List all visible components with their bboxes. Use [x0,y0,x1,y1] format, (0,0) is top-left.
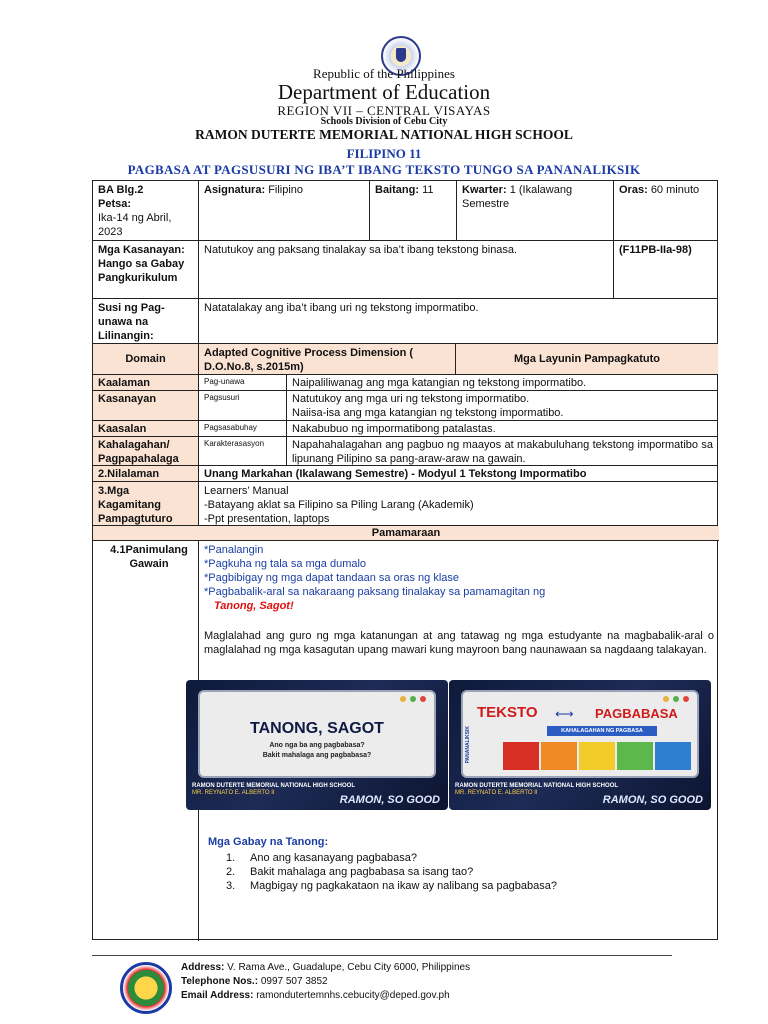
susi-text: Natatalakay ang iba’t ibang uri ng tekstong impormatibo. [199,299,718,344]
domain-kahalagahan: Kahalagahan/ Pagpapahalaga [93,437,199,466]
footer-divider [92,955,672,956]
kasanayan-code: (F11PB-IIa-98) [614,241,718,299]
gabay-item: 1. Ano ang kasanayang pagbabasa? [226,852,417,864]
petsa-value: Ika-14 ng Abril, 2023 [98,212,172,238]
slide-window [198,690,436,778]
asignatura-label: Asignatura: [204,184,266,196]
dimension-header: Adapted Cognitive Process Dimension ( D.O.No.8, s.2015m) [199,344,456,375]
kasanayan-text: Natutukoy ang paksang tinalakay sa iba’t ibang tekstong binasa. [199,241,614,299]
school-name: RAMON DUTERTE MEMORIAL NATIONAL HIGH SCHOOL [195,127,573,142]
panimula-step: *Pagbabalik-aral sa nakaraang paksang tinalakay sa pamamagitan ng [204,586,546,598]
slide1-title: TANONG, SAGOT [250,720,384,737]
kwarter-cell [457,181,614,241]
slide2-banner: KAHALAGAHAN NG PAGBASA [547,726,657,736]
subject-title: FILIPINO 11 [346,146,422,161]
domain-kaasalan: Kaasalan [93,421,199,437]
kagamitan-list [199,482,718,526]
slide1-teacher: MR. REYNATO E. ALBERTO II [192,790,275,796]
footer-email: Email Address: ramondutertemnhs.cebucity@deped.gov.ph [181,990,450,1001]
slide2-arrow-blue [655,742,691,770]
kwarter-value: 1 (Ikalawang Semestre [462,184,573,210]
slide2-arrow-red [503,742,539,770]
oras-label: Oras: [619,184,648,196]
kagamitan-item: -Ppt presentation, laptops [204,513,330,525]
panimula-step: *Pagkuha ng tala sa mga dumalo [204,558,367,570]
pamamaraan-header: Pamamaraan [93,526,719,541]
process-pagsasabuhay: Pagsasabuhay [199,421,287,437]
objective-kasanayan-2: Naiisa-isa ang mga katangian ng tekstong impormatibo. [292,407,564,419]
slide2-word1: TEKSTO [477,704,538,721]
susi-label: Susi ng Pag-unawa na Lilinangin: [93,299,199,344]
domain-kasanayan: Kasanayan [93,391,199,421]
nilalaman-label: 2.Nilalaman [93,466,199,482]
panimula-label: 4.1Panimulang Gawain [93,541,199,941]
slide1-q2: Bakit mahalaga ang pagbabasa? [262,752,372,759]
slide2-teacher: MR. REYNATO E. ALBERTO II [455,790,538,796]
footer-address: Address: V. Rama Ave., Guadalupe, Cebu City 6000, Philippines [181,962,471,973]
asignatura-value: Filipino [268,184,304,196]
asignatura-cell [199,181,370,241]
footer-phone: Telephone Nos.: 0997 507 3852 [181,976,328,987]
republic-line: Republic of the Philippines [313,66,455,81]
kwarter-label: Kwarter: [462,184,507,196]
process-karakterasasyon: Karakterasasyon [199,437,287,466]
panimula-step: *Panalangin [204,544,264,556]
nilalaman-text: Unang Markahan (Ikalawang Semestre) - Modyul 1 Tekstong Impormatibo [199,466,718,482]
ba-label: BA Blg.2 [98,184,144,196]
course-title: PAGBASA AT PAGSUSURI NG IBA’T IBANG TEKSTO TUNGO SA PANANALIKSIK [127,162,641,177]
panimula-paragraph: Maglalahad ang guro ng mga katanungan at ang tatawag ng mga estudyante na magbabalik-aral o maglalahad ng mga kasagutan upang mawari kung mayroon bang naunawaan sa nagdaang talakayan. [204,630,714,656]
slide-tanong-sagot [186,680,448,810]
slide1-brand: RAMON, SO GOOD [339,794,440,806]
slide1-school: RAMON DUTERTE MEMORIAL NATIONAL HIGH SCHOOL [192,783,355,789]
oras-cell [614,181,718,241]
slide2-footer [449,780,711,810]
panimula-step: *Pagbibigay ng mga dapat tandaan sa oras ng klase [204,572,460,584]
slide2-arrow-yellow [579,742,615,770]
oras-value: 60 minuto [650,184,700,196]
swap-arrow-icon: ⟷ [555,706,574,721]
department-title: Department of Education [277,80,491,104]
slide2-side: PANANALIKSIK [465,726,471,764]
process-pag-unawa: Pag-unawa [199,375,287,391]
gabay-item: 3. Magbigay ng pagkakataon na ikaw ay nalibang sa pagbabasa? [226,880,558,892]
lesson-plan-table [92,180,718,940]
slide2-brand: RAMON, SO GOOD [602,794,703,806]
kagamitan-item: -Batayang aklat sa Filipino sa Piling Larang (Akademik) [204,499,474,511]
baitang-label: Baitang: [375,184,419,196]
objective-kasanayan [287,391,718,421]
slide2-arrow-green [617,742,653,770]
ba-petsa-cell [93,181,199,241]
objective-kaasalan: Nakabubuo ng impormatibong patalastas. [287,421,718,437]
baitang-value: 11 [422,184,434,196]
process-pagsusuri: Pagsusuri [199,391,287,421]
domain-kaalaman: Kaalaman [93,375,199,391]
baitang-cell [370,181,457,241]
slide2-school: RAMON DUTERTE MEMORIAL NATIONAL HIGH SCHOOL [455,783,618,789]
gabay-list [226,851,557,893]
slide2-word2: PAGBABASA [595,706,678,721]
activity-title: Tanong, Sagot! [214,600,294,612]
gabay-title: Mga Gabay na Tanong: [208,836,329,848]
school-logo [120,962,172,1014]
objective-kahalagahan: Napahahalagahan ang pagbuo ng maayos at makabuluhang tekstong impormatibo sa lipunang Pilipino sa pang-araw-araw na gawain. [287,437,718,466]
region-line: REGION VII – CENTRAL VISAYAS [277,103,491,118]
slide1-q1: Ano nga ba ang pagbabasa? [269,742,365,749]
slide-teksto-pagbabasa [449,680,711,810]
objective-kaalaman: Naipaliliwanag ang mga katangian ng tekstong impormatibo. [287,375,718,391]
slide2-arrow-orange [541,742,577,770]
kasanayan-label: Mga Kasanayan: Hango sa Gabay Pangkurikulum [93,241,199,299]
petsa-label: Petsa: [98,198,132,210]
division-line: Schools Division of Cebu City [320,116,448,127]
domain-header: Domain [93,344,199,375]
kagamitan-item: Learners’ Manual [204,485,289,497]
objective-kasanayan-1: Natutukoy ang mga uri ng tekstong impormatibo. [292,393,530,405]
kagamitan-label: 3.Mga Kagamitang Pampagtuturo [93,482,199,526]
gabay-item: 2. Bakit mahalaga ang pagbabasa sa isang tao? [226,866,474,878]
layunin-header: Mga Layunin Pampagkatuto [456,344,718,375]
slide-window [461,690,699,778]
slide1-footer [186,780,448,810]
